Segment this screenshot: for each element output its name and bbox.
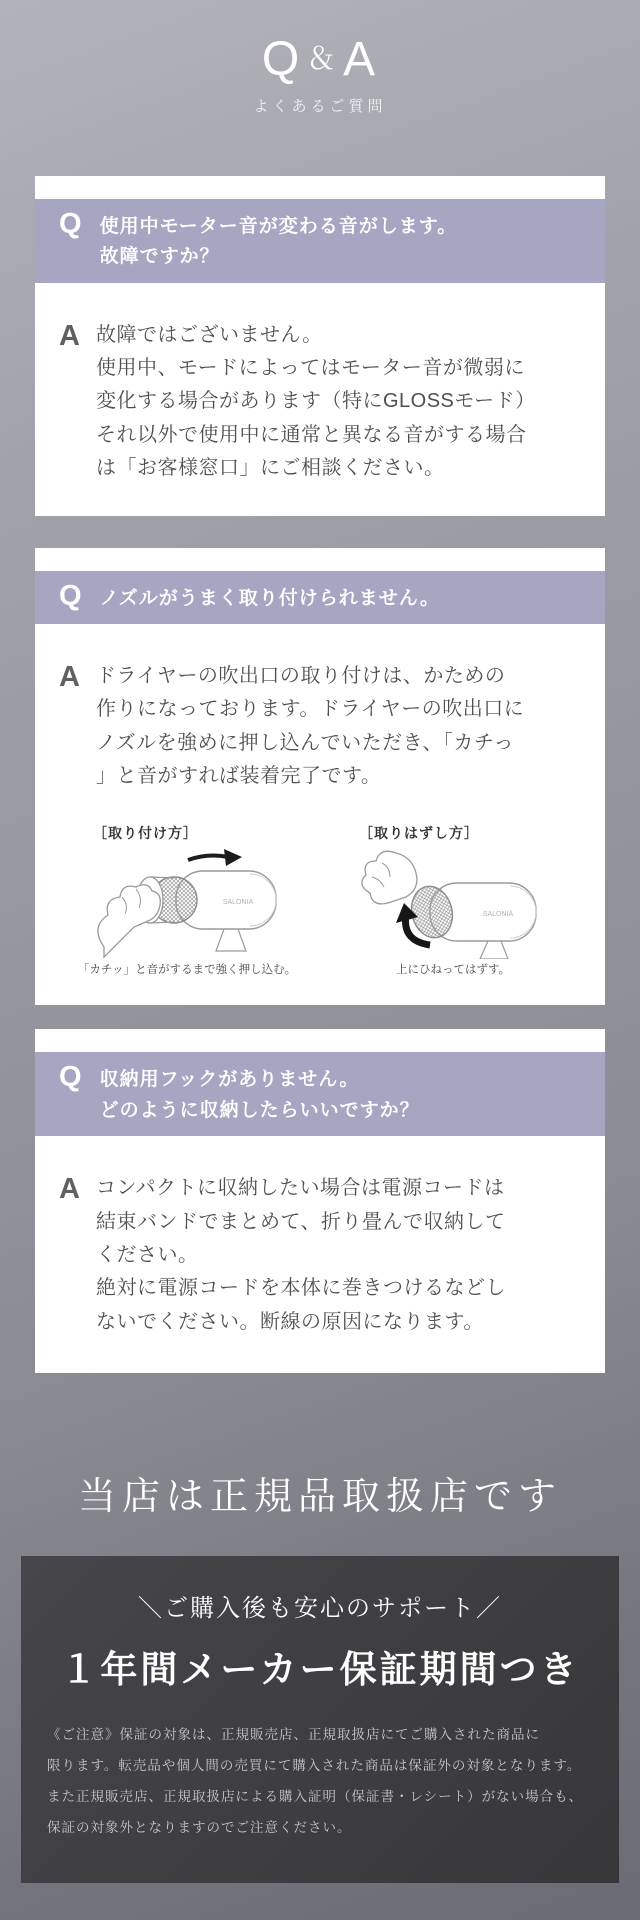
detach-illustration [338,847,568,959]
answer-line: それ以外で使用中に通常と異なる音がする場合 [95,423,527,446]
question-line: どのように収納したらいいですか？ [99,1099,420,1121]
brand-mark: SALONIA [222,899,254,907]
answer-text [96,1172,506,1339]
faq-card-motor-noise [35,176,605,516]
faq-card-nozzle [35,548,605,1006]
question-header [35,199,605,283]
support-banner: ＼ご購入後も安心のサポート／ [138,1595,502,1623]
question-line: 使用中モーター音が変わる音がします。 [99,215,458,237]
q-mark: Q [59,579,82,612]
a-mark: A [59,1173,80,1206]
answer-line: 絶対に電源コードを本体に巻きつけるなどし [95,1277,506,1300]
title-q: Q [261,33,303,86]
answer-line: 結束バンドでまとめて、折り畳んで収納して [95,1210,506,1233]
title-ampersand: ＆ [306,43,340,76]
figure-attach-label: ［取り付け方］ [93,825,198,842]
question-line: ノズルがうまく取り付けられません。 [99,587,440,609]
answer-text [96,660,524,794]
q-mark: Q [59,207,82,240]
answer-line: ください。 [95,1244,199,1267]
a-mark: A [59,319,80,352]
question-line: 故障ですか？ [99,246,220,268]
answer-block [35,624,605,794]
question-text [100,581,440,614]
answer-block [35,283,605,486]
brand-mark: SALONIA [482,911,514,919]
answer-line: 変化する場合があります（特にGLOSSモード） [95,390,536,413]
question-text [100,1062,420,1126]
page-header [0,0,640,116]
warranty-notice [47,1719,593,1843]
answer-line: ないでください。断線の原因になります。 [95,1310,484,1333]
question-line: 収納用フックがありません。 [99,1069,360,1091]
notice-line: 《ご注意》保証の対象は、正規販売店、正規取扱店にてご購入された商品に [47,1727,540,1743]
page-subtitle: よくあるご質問 [253,97,387,115]
answer-line: コンパクトに収納したい場合は電源コードは [95,1177,505,1200]
figure-attach-caption: 「カチッ」と音がするまで強く押し込む。 [77,964,297,977]
figure-attach [67,823,307,977]
answer-line: 」と音がすれば装着完了です。 [95,765,382,788]
figure-detach-label: ［取りはずし方］ [359,825,479,842]
answer-line: は「お客様窓口」にご相談ください。 [95,457,445,480]
question-header [35,1052,605,1136]
attach-illustration [72,847,302,959]
answer-line: 使用中、モードによってはモーター音が微弱に [95,356,525,379]
title-a: A [343,33,379,86]
answer-block [35,1136,605,1339]
notice-line: また正規販売店、正規取扱店による購入証明（保証書・レシート）がない場合も、 [47,1789,584,1805]
hand-outline [362,852,417,905]
a-mark: A [59,660,80,693]
notice-line: 限ります。転売品や個人間の売買にて購入された商品は保証外の対象となります。 [47,1758,582,1774]
figure-detach [333,823,573,977]
answer-line: ノズルを強めに押し込んでいただき、「カチっ [95,731,515,754]
question-text [100,209,458,273]
push-arrow-icon [188,849,242,866]
figure-detach-caption: 上にひねってはずす。 [395,964,511,977]
page-title [0,34,640,87]
nozzle-figures [35,823,605,977]
answer-line: ドライヤーの吹出口の取り付けは、かための [95,664,506,687]
warranty-footer [21,1556,619,1883]
answer-line: 故障ではございません。 [95,323,323,346]
question-header [35,571,605,624]
authorized-dealer-text: 当店は正規品取扱店です [77,1476,562,1519]
answer-text [96,319,536,486]
warranty-title: １年間メーカー保証期間つき [60,1649,580,1691]
answer-line: 作りになっております。ドライヤーの吹出口に [95,698,525,721]
notice-line: 保証の対象外となりますのでご注意ください。 [47,1820,352,1836]
faq-card-storage [35,1029,605,1373]
q-mark: Q [59,1061,82,1094]
